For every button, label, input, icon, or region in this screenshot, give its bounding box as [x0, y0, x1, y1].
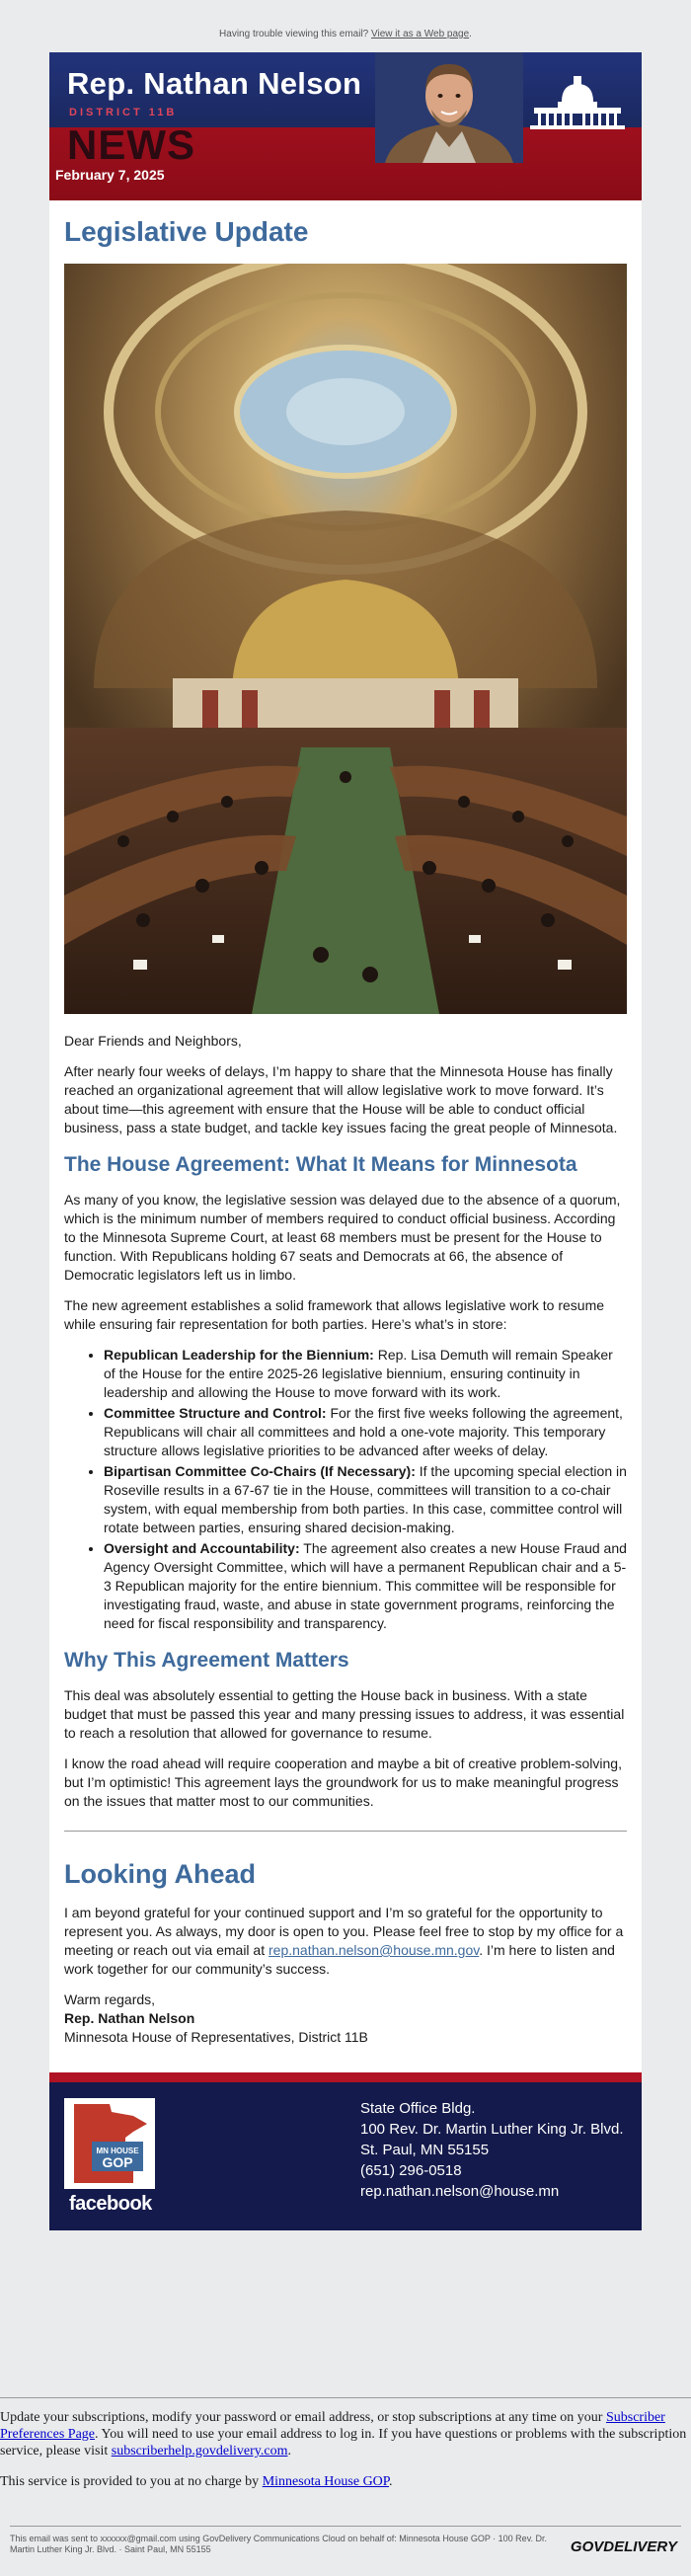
- mn-house-gop-logo[interactable]: [64, 2098, 155, 2189]
- looking-ahead-paragraph: I am beyond grateful for your continued support and I’m so grateful for the opportunity to represent you. As always, my door is open to you. Please feel free to stop by my office for a meeting or reach out via email at rep.nathan.nelson@house.mn.gov. I’m here to listen and work together for our community’s success.: [64, 1905, 624, 1977]
- legal-text: This email was sent to xxxxxx@gmail.com using GovDelivery Communications Cloud on behalf of: Minnesota House GOP · 100 Rev. Dr. Martin Luther King Jr. Blvd. · Saint Paul, MN 55155: [10, 2534, 548, 2554]
- address-line: 100 Rev. Dr. Martin Luther King Jr. Blvd.: [360, 2121, 624, 2138]
- subscriber-preferences-link[interactable]: Subscriber Preferences Page: [0, 2410, 665, 2442]
- footer: [49, 2082, 642, 2230]
- list-item: • Oversight and Accountability: The agreement also creates a new House Fraud and Agency Oversight Committee, which will have a permanent Republican chair and a 5-3 Republican majority for the entire biennium. This committee will be responsible for investigating fraud, waste, and abuse in state government programs, reinforcing the need for fiscal responsibility and transparency.: [104, 1539, 627, 1633]
- logo-line-2: GOP: [102, 2154, 133, 2170]
- subscriber-help-link[interactable]: subscriberhelp.govdelivery.com: [111, 2444, 288, 2459]
- list-item: • Committee Structure and Control: For the first five weeks following the agreement, Republicans will chair all committees and hold a one-vote majority. This temporary structure allows legislative priorities to be advanced after weeks of delay.: [104, 1404, 627, 1460]
- minnesota-map-icon: [64, 2098, 155, 2189]
- logo-line-1: MN HOUSE: [96, 2147, 139, 2155]
- subscription-notice: [0, 2397, 691, 2504]
- capitol-icon: [528, 72, 627, 131]
- preheader: Having trouble viewing this email? View it as a Web page.: [219, 29, 472, 39]
- greeting: Dear Friends and Neighbors,: [64, 1033, 242, 1049]
- signature-name: Rep. Nathan Nelson: [64, 2010, 195, 2026]
- page-title: Legislative Update: [64, 216, 309, 247]
- section-heading-agreement: The House Agreement: What It Means for Minnesota: [64, 1153, 577, 1176]
- address-line: State Office Bldg.: [360, 2100, 476, 2117]
- header-banner: [49, 52, 642, 200]
- district-label: DISTRICT 11B: [69, 107, 178, 118]
- agreement-paragraph-2: The new agreement establishes a solid framework that allows legislative work to resume while ensuring fair representation for both parties. Here’s what’s in store:: [64, 1297, 605, 1332]
- mn-house-gop-link[interactable]: Minnesota House GOP: [262, 2474, 390, 2489]
- agreement-points-list: [64, 1346, 627, 1633]
- newsletter-body: [49, 200, 642, 2047]
- closing: Warm regards,: [64, 1991, 156, 2007]
- legal-footer: [10, 2526, 681, 2555]
- list-item: • Republican Leadership for the Biennium: Rep. Lisa Demuth will remain Speaker of the House for the entire 2025-26 legislative biennium, ensuring continuity in leadership and allowing the House to move forward with its work.: [104, 1346, 627, 1402]
- rep-portrait-photo: [375, 52, 523, 163]
- facebook-link[interactable]: facebook: [69, 2193, 152, 2215]
- subscription-paragraph: Update your subscriptions, modify your password or email address, or stop subscriptions at any time on your Subscriber Preferences Page. You will need to use your email address to log in. If you have questions or problems with the subscription service, please visit subscriberhelp.govdelivery.com.: [0, 2410, 687, 2459]
- email-card: [49, 52, 642, 2230]
- list-item: • Bipartisan Committee Co-Chairs (If Necessary): If the upcoming special election in Roseville results in a 67-67 tie in the House, committees will transition to a co-chair system, with equal membership from both parties. In this case, committee control will rotate between parties, ensuring shared decision-making.: [104, 1462, 627, 1537]
- intro-paragraph: After nearly four weeks of delays, I’m happy to share that the Minnesota House has finally reached an organizational agreement that will allow legislative work to move forward. It’s about time—this agreement with ensure that the House will be able to conduct official business, pass a state budget, and tackle key issues facing the great people of Minnesota.: [64, 1063, 618, 1135]
- service-paragraph: This service is provided to you at no charge by Minnesota House GOP.: [0, 2474, 393, 2489]
- phone-number: (651) 296-0518: [360, 2162, 462, 2179]
- email-link[interactable]: rep.nathan.nelson@house.mn.gov: [269, 1942, 480, 1958]
- rep-name: Rep. Nathan Nelson: [67, 66, 362, 101]
- agreement-paragraph-1: As many of you know, the legislative session was delayed due to the absence of a quorum, which is the minimum number of members required to conduct official business. According to the Minnesota Supreme Court, at least 68 members must be present for the House to function. With Republicans holding 67 seats and Democrats at 66, the absence of Democratic legislators left us in limbo.: [64, 1192, 621, 1283]
- why-paragraph-1: This deal was absolutely essential to getting the House back in business. With a state budget that must be passed this year and many pressing issues to address, it was essential to reach a resolution that allowed for governance to resume.: [64, 1687, 625, 1741]
- house-chamber-photo: [64, 264, 627, 1014]
- footer-email[interactable]: rep.nathan.nelson@house.mn: [360, 2183, 560, 2200]
- govdelivery-logo[interactable]: GOVDELIVERY: [570, 2538, 677, 2555]
- why-paragraph-2: I know the road ahead will require cooperation and maybe a bit of creative problem-solving, but I’m optimistic! This agreement lays the groundwork for us to make meaningful progress on the issues that matter most to our communities.: [64, 1756, 622, 1809]
- footer-accent-bar: [49, 2072, 642, 2082]
- office-address: [360, 2098, 624, 2202]
- address-line: St. Paul, MN 55155: [360, 2142, 490, 2158]
- signoff: [64, 1991, 627, 2047]
- preheader-text: Having trouble viewing this email?: [219, 29, 369, 39]
- signature-title: Minnesota House of Representatives, District 11B: [64, 2029, 368, 2045]
- view-web-page-link[interactable]: View it as a Web page: [371, 29, 470, 39]
- newsletter-date: February 7, 2025: [55, 167, 165, 183]
- divider: [64, 1831, 627, 1832]
- news-wordmark: NEWS: [67, 121, 195, 168]
- section-heading-looking-ahead: Looking Ahead: [64, 1859, 256, 1889]
- section-heading-why: Why This Agreement Matters: [64, 1649, 349, 1672]
